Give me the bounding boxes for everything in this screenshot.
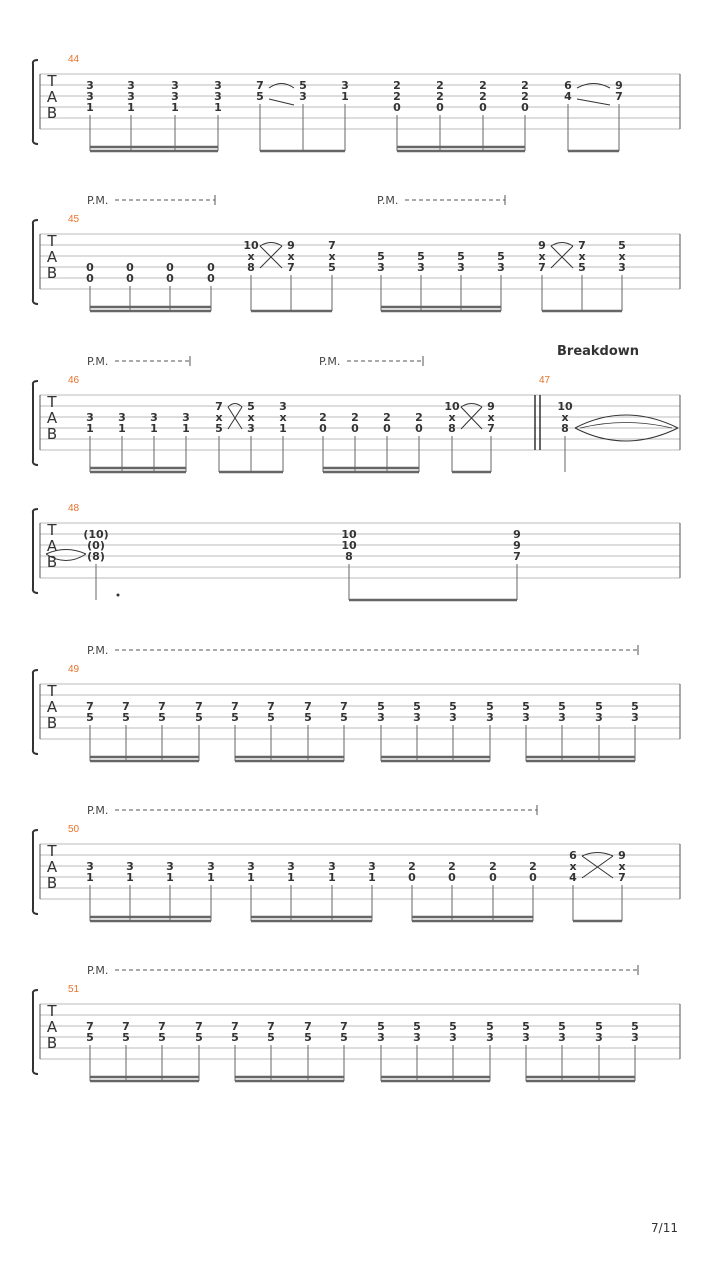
fret-number: 2 [529, 860, 537, 873]
fret-number: 5 [304, 1031, 312, 1044]
palm-mute-label: P.M. [319, 355, 341, 368]
fret-number: 5 [522, 700, 530, 713]
fret-number: 3 [631, 1031, 639, 1044]
fret-number: 5 [522, 1020, 530, 1033]
tab-clef-letter: A [46, 537, 58, 555]
fret-number: 3 [127, 79, 135, 92]
fret-number: 3 [522, 1031, 530, 1044]
fret-number: 5 [618, 239, 626, 252]
fret-number: 1 [86, 101, 94, 114]
fret-number: 7 [256, 79, 264, 92]
fret-number: 0 [86, 272, 94, 285]
fret-number: 2 [489, 860, 497, 873]
fret-number: 5 [497, 250, 505, 263]
fret-number: 3 [368, 860, 376, 873]
fret-number: x [618, 250, 626, 263]
tab-clef-letter: T [47, 682, 57, 700]
fret-number: 10 [444, 400, 460, 413]
fret-number: 0 [319, 422, 327, 435]
fret-number: 3 [631, 711, 639, 724]
fret-number: (0) [87, 539, 105, 552]
fret-number: 5 [215, 422, 223, 435]
fret-number: 8 [345, 550, 353, 563]
fret-number: 5 [158, 711, 166, 724]
fret-number: 0 [383, 422, 391, 435]
fret-number: 2 [479, 79, 487, 92]
fret-number: x [578, 250, 586, 263]
fret-number: 0 [479, 101, 487, 114]
fret-number: 8 [247, 261, 255, 274]
palm-mute-label: P.M. [87, 964, 109, 977]
fret-number: 5 [631, 1020, 639, 1033]
fret-number: 1 [86, 422, 94, 435]
fret-number: 9 [513, 539, 521, 552]
fret-number: x [215, 411, 223, 424]
bar-number: 48 [68, 503, 80, 514]
fret-number: 3 [449, 711, 457, 724]
fret-number: 9 [618, 849, 626, 862]
fret-number: 7 [215, 400, 223, 413]
tab-clef-letter: B [46, 553, 58, 571]
fret-number: 3 [182, 411, 190, 424]
fret-number: 2 [436, 79, 444, 92]
fret-number: 5 [413, 700, 421, 713]
tab-clef-letter: T [47, 521, 57, 539]
fret-number: 7 [328, 239, 336, 252]
fret-number: 3 [522, 711, 530, 724]
fret-number: (10) [83, 528, 109, 541]
fret-number: 3 [214, 79, 222, 92]
tab-system [33, 644, 680, 761]
slur-arc [269, 84, 294, 89]
fret-number: x [561, 411, 569, 424]
fret-number: 2 [383, 411, 391, 424]
system-bracket [33, 670, 38, 754]
tab-system [33, 344, 680, 472]
tab-clef-letter: B [46, 425, 58, 443]
fret-number: 7 [304, 700, 312, 713]
fret-number: (8) [87, 550, 105, 563]
tab-clef-letter: B [46, 264, 58, 282]
fret-number: 2 [408, 860, 416, 873]
fret-number: 7 [340, 700, 348, 713]
fret-number: 3 [127, 90, 135, 103]
tab-clef-letter: T [47, 1002, 57, 1020]
tab-clef-letter: B [46, 714, 58, 732]
fret-number: 1 [341, 90, 349, 103]
fret-number: 0 [393, 101, 401, 114]
fret-number: 1 [368, 871, 376, 884]
tab-clef-letter: A [46, 409, 58, 427]
fret-number: 9 [513, 528, 521, 541]
fret-number: 5 [417, 250, 425, 263]
fret-number: 5 [631, 700, 639, 713]
tab-system [33, 194, 680, 311]
tab-clef-letter: B [46, 104, 58, 122]
system-bracket [33, 509, 38, 593]
fret-number: 5 [377, 1020, 385, 1033]
fret-number: 3 [207, 860, 215, 873]
fret-number: 1 [328, 871, 336, 884]
fret-number: 7 [487, 422, 495, 435]
system-bracket [33, 990, 38, 1074]
fret-number: 3 [417, 261, 425, 274]
fret-number: 3 [279, 400, 287, 413]
fret-number: 7 [158, 700, 166, 713]
fret-number: 7 [231, 1020, 239, 1033]
fret-number: 10 [557, 400, 573, 413]
fret-number: 5 [377, 700, 385, 713]
tab-system [33, 964, 680, 1081]
fret-number: 6 [569, 849, 577, 862]
fret-number: 2 [393, 79, 401, 92]
fret-number: 8 [561, 422, 569, 435]
fret-number: 3 [118, 411, 126, 424]
fret-number: 5 [449, 1020, 457, 1033]
fret-number: 7 [86, 700, 94, 713]
bar-number: 45 [68, 214, 80, 225]
palm-mute-label: P.M. [87, 804, 109, 817]
system-bracket [33, 830, 38, 914]
fret-number: 0 [521, 101, 529, 114]
fret-number: 3 [166, 860, 174, 873]
fret-number: 3 [377, 261, 385, 274]
fret-number: 1 [127, 101, 135, 114]
tab-clef-letter: B [46, 874, 58, 892]
tab-clef-letter: A [46, 698, 58, 716]
fret-number: 6 [564, 79, 572, 92]
fret-number: 5 [122, 1031, 130, 1044]
fret-number: 1 [86, 871, 94, 884]
tab-system [33, 804, 680, 921]
fret-number: x [279, 411, 287, 424]
fret-number: 9 [287, 239, 295, 252]
fret-number: 5 [86, 1031, 94, 1044]
fret-number: x [247, 411, 255, 424]
fret-number: 5 [231, 1031, 239, 1044]
fret-number: 0 [415, 422, 423, 435]
fret-number: 3 [558, 1031, 566, 1044]
bar-number: 50 [68, 824, 80, 835]
tab-clef-letter: T [47, 232, 57, 250]
fret-number: 0 [126, 261, 134, 274]
fret-number: 3 [86, 90, 94, 103]
fret-number: 2 [393, 90, 401, 103]
fret-number: 7 [578, 239, 586, 252]
fret-number: 5 [86, 711, 94, 724]
fret-number: 5 [340, 711, 348, 724]
fret-number: 5 [195, 711, 203, 724]
fret-number: 7 [267, 700, 275, 713]
fret-number: 3 [126, 860, 134, 873]
fret-number: 0 [448, 871, 456, 884]
tab-clef-letter: B [46, 1034, 58, 1052]
fret-number: 10 [341, 539, 357, 552]
fret-number: 5 [413, 1020, 421, 1033]
fret-number: 3 [86, 411, 94, 424]
fret-number: x [247, 250, 255, 263]
fret-number: 8 [448, 422, 456, 435]
fret-number: 3 [413, 711, 421, 724]
fret-number: 3 [449, 1031, 457, 1044]
bar-number: 51 [68, 984, 80, 995]
tab-clef-letter: A [46, 248, 58, 266]
fret-number: 7 [513, 550, 521, 563]
fret-number: 3 [287, 860, 295, 873]
fret-number: 7 [122, 1020, 130, 1033]
fret-number: 7 [195, 700, 203, 713]
fret-number: 5 [158, 1031, 166, 1044]
slide-line [269, 99, 294, 105]
fret-number: 4 [564, 90, 572, 103]
fret-number: 7 [340, 1020, 348, 1033]
fret-number: 0 [86, 261, 94, 274]
bar-number: 47 [539, 375, 551, 386]
palm-mute-label: P.M. [377, 194, 399, 207]
fret-number: 4 [569, 871, 577, 884]
fret-number: 5 [449, 700, 457, 713]
fret-number: 5 [304, 711, 312, 724]
fret-number: 3 [341, 79, 349, 92]
fret-number: 3 [247, 860, 255, 873]
fret-number: 3 [558, 711, 566, 724]
fret-number: x [448, 411, 456, 424]
fret-number: 1 [287, 871, 295, 884]
fret-number: 7 [86, 1020, 94, 1033]
fret-number: 7 [267, 1020, 275, 1033]
fret-number: x [328, 250, 336, 263]
fret-number: 2 [479, 90, 487, 103]
fret-number: 1 [118, 422, 126, 435]
fret-number: 3 [497, 261, 505, 274]
fret-number: 0 [529, 871, 537, 884]
tab-clef-letter: A [46, 88, 58, 106]
fret-number: 7 [304, 1020, 312, 1033]
fret-number: 0 [207, 261, 215, 274]
fret-number: 3 [486, 711, 494, 724]
slide-line [577, 99, 610, 105]
fret-number: 5 [195, 1031, 203, 1044]
fret-number: 0 [489, 871, 497, 884]
fret-number: 5 [256, 90, 264, 103]
fret-number: 5 [457, 250, 465, 263]
fret-number: 1 [171, 101, 179, 114]
fret-number: 2 [521, 90, 529, 103]
fret-number: 10 [341, 528, 357, 541]
fret-number: 5 [328, 261, 336, 274]
fret-number: 3 [86, 860, 94, 873]
fret-number: 9 [487, 400, 495, 413]
fret-number: 2 [521, 79, 529, 92]
system-bracket [33, 220, 38, 304]
palm-mute-label: P.M. [87, 644, 109, 657]
bar-number: 46 [68, 375, 80, 386]
page-number: 7/11 [651, 1221, 678, 1235]
fret-number: 3 [413, 1031, 421, 1044]
fret-number: 5 [231, 711, 239, 724]
fret-number: 1 [279, 422, 287, 435]
fret-number: 1 [207, 871, 215, 884]
fret-number: x [487, 411, 495, 424]
tab-clef-letter: A [46, 858, 58, 876]
fret-number: 5 [558, 1020, 566, 1033]
fret-number: 0 [166, 272, 174, 285]
fret-number: 3 [595, 1031, 603, 1044]
fret-number: 3 [299, 90, 307, 103]
fret-number: 2 [448, 860, 456, 873]
section-title: Breakdown [557, 344, 640, 359]
fret-number: 0 [408, 871, 416, 884]
fret-number: 1 [214, 101, 222, 114]
fret-number: 5 [595, 1020, 603, 1033]
fret-number: 3 [486, 1031, 494, 1044]
fret-number: 5 [558, 700, 566, 713]
fret-number: 5 [247, 400, 255, 413]
system-bracket [33, 60, 38, 144]
fret-number: 0 [126, 272, 134, 285]
system-bracket [33, 381, 38, 465]
fret-number: 3 [595, 711, 603, 724]
fret-number: 7 [615, 90, 623, 103]
fret-number: 2 [415, 411, 423, 424]
fret-number: 3 [171, 79, 179, 92]
dot [117, 594, 120, 597]
fret-number: 7 [158, 1020, 166, 1033]
fret-number: 5 [486, 1020, 494, 1033]
fret-number: 1 [182, 422, 190, 435]
fret-number: x [569, 860, 577, 873]
fret-number: 9 [615, 79, 623, 92]
tab-clef-letter: T [47, 393, 57, 411]
fret-number: x [538, 250, 546, 263]
tab-system [33, 54, 680, 151]
fret-number: 7 [122, 700, 130, 713]
fret-number: 0 [436, 101, 444, 114]
fret-number: 5 [595, 700, 603, 713]
fret-number: 5 [267, 711, 275, 724]
fret-number: 2 [351, 411, 359, 424]
bar-number: 44 [68, 54, 80, 65]
fret-number: 1 [166, 871, 174, 884]
fret-number: 5 [578, 261, 586, 274]
fret-number: 1 [247, 871, 255, 884]
tab-clef-letter: T [47, 842, 57, 860]
fret-number: 3 [457, 261, 465, 274]
fret-number: 9 [538, 239, 546, 252]
fret-number: 2 [319, 411, 327, 424]
fret-number: 1 [126, 871, 134, 884]
fret-number: 10 [243, 239, 259, 252]
slur-arc [577, 84, 610, 89]
tab-clef-letter: T [47, 72, 57, 90]
fret-number: 7 [195, 1020, 203, 1033]
scrape-curve [580, 423, 672, 429]
tab-clef-letter: A [46, 1018, 58, 1036]
fret-number: 3 [618, 261, 626, 274]
bar-number: 49 [68, 664, 80, 675]
palm-mute-label: P.M. [87, 355, 109, 368]
fret-number: 3 [171, 90, 179, 103]
fret-number: 7 [538, 261, 546, 274]
fret-number: 3 [86, 79, 94, 92]
fret-number: 5 [340, 1031, 348, 1044]
fret-number: 5 [122, 711, 130, 724]
fret-number: 3 [150, 411, 158, 424]
fret-number: 2 [436, 90, 444, 103]
fret-number: 5 [486, 700, 494, 713]
fret-number: 3 [214, 90, 222, 103]
fret-number: x [618, 860, 626, 873]
fret-number: 3 [377, 711, 385, 724]
fret-number: 7 [618, 871, 626, 884]
fret-number: 5 [299, 79, 307, 92]
fret-number: 0 [351, 422, 359, 435]
fret-number: 5 [267, 1031, 275, 1044]
fret-number: 3 [377, 1031, 385, 1044]
fret-number: x [287, 250, 295, 263]
fret-number: 3 [247, 422, 255, 435]
palm-mute-label: P.M. [87, 194, 109, 207]
fret-number: 5 [377, 250, 385, 263]
fret-number: 7 [287, 261, 295, 274]
tab-system [33, 503, 680, 600]
fret-number: 3 [328, 860, 336, 873]
fret-number: 0 [207, 272, 215, 285]
fret-number: 0 [166, 261, 174, 274]
fret-number: 7 [231, 700, 239, 713]
fret-number: 1 [150, 422, 158, 435]
